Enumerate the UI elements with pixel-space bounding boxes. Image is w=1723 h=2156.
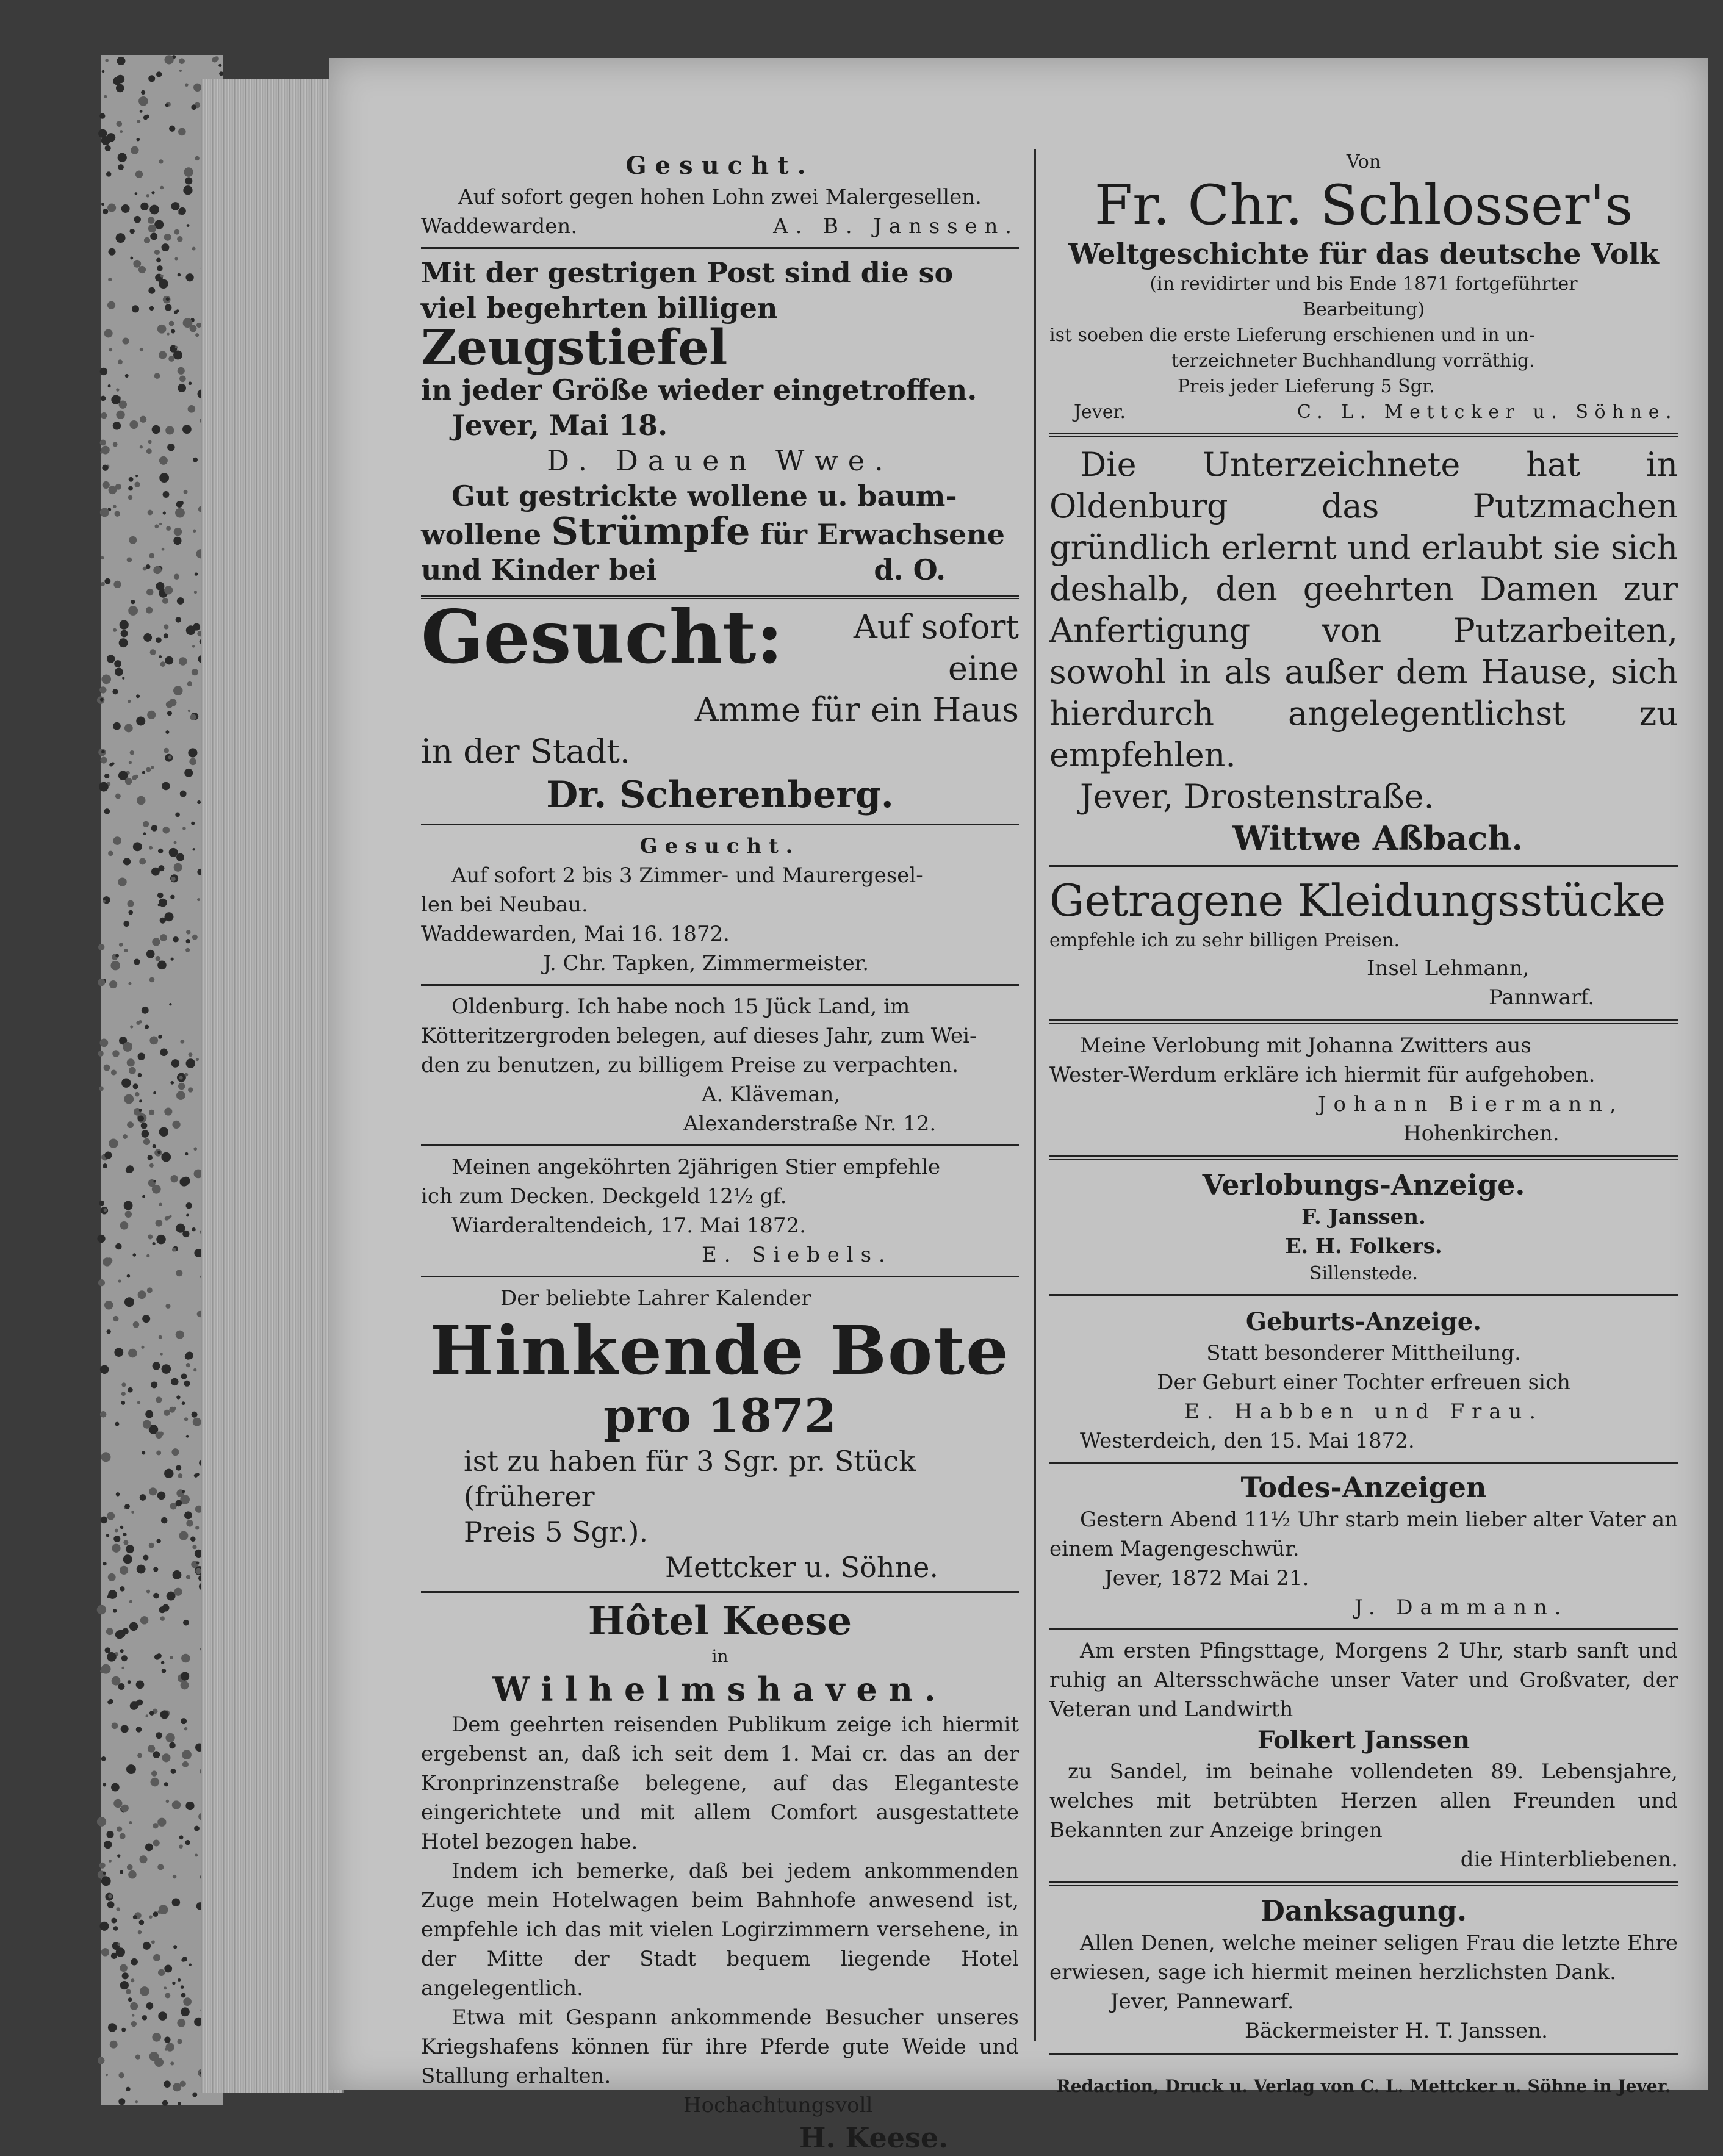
ad-signature: Dr. Scherenberg. [546, 774, 894, 816]
ad-heading: Gesucht. [625, 151, 815, 180]
ad-deceased-name: Folkert Janssen [1257, 1726, 1470, 1755]
divider [1049, 1019, 1678, 1024]
ad-verlobung-aufgehoben [1049, 1031, 1678, 1148]
ad-text: Auf sofort eine [853, 608, 1019, 688]
ad-putzmachen [1049, 444, 1678, 859]
ad-text: wollene [421, 518, 542, 551]
ad-heading: Gesucht. [639, 834, 800, 858]
ad-title: Hôtel Keese [588, 1598, 852, 1644]
ad-text: für Erwachsene [760, 518, 1005, 551]
ad-malergesellen [421, 149, 1019, 241]
divider [421, 595, 1019, 599]
ad-text: terzeichneter Buchhandlung vorräthig. [1171, 350, 1535, 372]
ad-signature: E. Siebels. [702, 1243, 893, 1267]
ad-signature: D. Dauen Wwe. [547, 444, 893, 477]
ad-verlobungs-anzeige [1049, 1167, 1678, 1287]
ad-text: viel begehrten billigen [421, 292, 778, 325]
ad-hotel-keese [421, 1599, 1019, 2155]
ad-subtitle: pro 1872 [603, 1389, 836, 1443]
ad-text: Statt besonderer Mittheilung. [1206, 1341, 1521, 1365]
ad-geburts-anzeige [1049, 1306, 1678, 1456]
ad-signature: Wittwe Aßbach. [1232, 819, 1523, 858]
right-column [1049, 149, 1678, 2096]
divider [421, 1276, 1019, 1277]
divider [1049, 1628, 1678, 1630]
ad-place-date: Jever, 1872 Mai 21. [1104, 1566, 1309, 1590]
ad-signature: Mettcker u. Söhne. [665, 1551, 938, 1584]
ad-text: empfehle ich zu sehr billigen Preisen. [1049, 930, 1400, 951]
ad-schlosser-weltgeschichte [1049, 149, 1678, 425]
ad-title: Todes-Anzeigen [1240, 1471, 1487, 1504]
ad-text: Der Geburt einer Tochter erfreuen sich [1157, 1370, 1570, 1395]
ad-paragraph: Dem geehrten reisenden Publikum zeige ich hiermit ergebenst an, daß ich seit dem 1. Mai cr. das an der Kronprinzenstraße belegene, auf das Eleganteste eingerichtete und mit allem Comfort ausgestattete Hotel bezogen habe. [421, 1712, 1019, 1854]
ad-title: Geburts-Anzeige. [1245, 1307, 1482, 1336]
ad-struempfe [421, 478, 1019, 588]
ad-signature: die Hinterbliebenen. [1460, 1847, 1678, 1872]
ad-text: len bei Neubau. [421, 893, 588, 917]
divider [1049, 1881, 1678, 1886]
ad-place-date: Wiarderaltendeich, 17. Mai 1872. [451, 1213, 807, 1238]
ad-land-verpachten [421, 992, 1019, 1138]
ad-text: Meine Verlobung mit Johanna Zwitters aus [1080, 1033, 1531, 1058]
ad-text: (in revidirter und bis Ende 1871 fortgeführter [1149, 273, 1578, 295]
ad-place-date: Westerdeich, den 15. Mai 1872. [1080, 1429, 1415, 1453]
ad-paragraph: zu Sandel, im beinahe vollendeten 89. Lebensjahre, welches mit betrübten Herzen allen Freunden und Bekannten zur Anzeige bringen [1049, 1759, 1678, 1842]
ad-place: Waddewarden. [421, 214, 578, 239]
ad-text: Meinen angeköhrten 2jährigen Stier empfehle [451, 1155, 941, 1179]
ad-name: E. H. Folkers. [1285, 1234, 1442, 1259]
ad-todes-anzeige-janssen [1049, 1636, 1678, 1874]
divider [421, 247, 1019, 249]
ad-text: den zu benutzen, zu billigem Preise zu verpachten. [421, 1053, 959, 1077]
ad-title: Getragene Kleidungsstücke [1049, 875, 1666, 926]
column-rule [1034, 149, 1036, 2041]
ad-amme [421, 606, 1019, 817]
ad-paragraph: Die Unterzeichnete hat in Oldenburg das Putzmachen gründlich erlernt und erlaubt sie sich deshalb, den geehrten Damen zur Anfertigung von Putzarbeiten, sowohl in als außer dem Hause, sich hierdurch angelegentlichst zu empfehlen. [1049, 445, 1678, 774]
divider [1049, 865, 1678, 867]
ad-emphasis: Zeugstiefel [421, 318, 728, 376]
divider [421, 1144, 1019, 1146]
divider [421, 984, 1019, 986]
ad-text: Von [1346, 151, 1381, 173]
divider [1049, 433, 1678, 437]
ad-signature: d. O. [874, 553, 946, 586]
ad-signature: A. Kläveman, [702, 1082, 841, 1107]
ad-zimmergesellen [421, 832, 1019, 978]
ad-text: Bearbeitung) [1302, 299, 1425, 320]
ad-signature: J. Dammann. [1354, 1595, 1569, 1620]
ad-emphasis: Strümpfe [551, 509, 750, 553]
ad-paragraph: Gestern Abend 11½ Uhr starb mein lieber alter Vater an einem Magengeschwür. [1049, 1507, 1678, 1561]
ad-title: Hinkende Bote [430, 1311, 1010, 1390]
ad-paragraph: Allen Denen, welche meiner seligen Frau die letzte Ehre erwiesen, sage ich hiermit meinen herzlichsten Dank. [1049, 1931, 1678, 1985]
imprint: Redaction, Druck u. Verlag von C. L. Mettcker u. Söhne in Jever. [1056, 2076, 1671, 2096]
ad-paragraph: Am ersten Pfingsttage, Morgens 2 Uhr, starb sanft und ruhig an Altersschwäche unser Vater und Großvater, der Veteran und Landwirth [1049, 1639, 1678, 1722]
ad-todes-anzeige-dammann [1049, 1470, 1678, 1622]
ad-closing: Hochachtungsvoll [683, 2093, 873, 2118]
ad-text: Kötteritzergroden belegen, auf dieses Jahr, zum Wei- [421, 1024, 977, 1048]
newspaper-page [329, 58, 1708, 2154]
divider [421, 824, 1019, 825]
left-column [421, 149, 1019, 2154]
ad-text: Wester-Werdum erkläre ich hiermit für aufgehoben. [1049, 1063, 1595, 1087]
ad-text: in der Stadt. [421, 732, 631, 771]
divider [1049, 2053, 1678, 2057]
divider [1049, 1155, 1678, 1160]
ad-text: ich zum Decken. Deckgeld 12½ gf. [421, 1184, 787, 1209]
ad-text: ist zu haben für 3 Sgr. pr. Stück (früherer [464, 1445, 916, 1513]
ad-title: Verlobungs-Anzeige. [1202, 1168, 1525, 1201]
ad-text: in jeder Größe wieder eingetroffen. [421, 373, 977, 406]
ad-text: Preis 5 Sgr.). [464, 1515, 649, 1548]
ad-place: Jever, Pannewarf. [1110, 1989, 1294, 2014]
ad-name: F. Janssen. [1301, 1205, 1426, 1229]
ad-address: Alexanderstraße Nr. 12. [683, 1112, 937, 1136]
page-stack-edge [201, 79, 344, 2093]
ad-place: Jever. [1074, 401, 1126, 423]
ad-text: Gut gestrickte wollene u. baum- [451, 480, 957, 512]
ad-signature: H. Keese. [799, 2121, 949, 2154]
ad-place-date: Waddewarden, Mai 16. 1872. [421, 922, 730, 946]
ad-kalender [421, 1284, 1019, 1585]
ad-names: E. Habben und Frau. [1184, 1400, 1543, 1424]
ad-place-date: Jever, Mai 18. [451, 409, 668, 442]
ad-text: Oldenburg. Ich habe noch 15 Jück Land, im [451, 994, 910, 1019]
ad-signature: A. B. Janssen. [773, 214, 1019, 239]
columns [421, 149, 1678, 2154]
ad-zeugstiefel [421, 255, 1019, 478]
ad-paragraph: Indem ich bemerke, daß bei jedem ankommenden Zuge mein Hotelwagen beim Bahnhofe anwesend ist, empfehle ich das mit vielen Logirzimmern versehene, in der Mitte der Stadt bequem liegende Hotel angelegentlich. [421, 1859, 1019, 2000]
ad-signature: J. Chr. Tapken, Zimmermeister. [543, 951, 869, 976]
ad-subtitle: Wilhelmshaven. [492, 1670, 948, 1709]
ad-text: ist soeben die erste Lieferung erschienen und in un- [1049, 325, 1535, 346]
ad-signature: Bäckermeister H. T. Janssen. [1245, 2019, 1548, 2043]
ad-place: Pannwarf. [1489, 985, 1595, 1010]
ad-signature: Johann Biermann, [1318, 1092, 1624, 1116]
ad-kleidungsstuecke [1049, 873, 1678, 1012]
ad-paragraph: Etwa mit Gespann ankommende Besucher unseres Kriegshafens können für ihre Pferde gute Weide und Stallung erhalten. [421, 2005, 1019, 2088]
divider [421, 1591, 1019, 1593]
ad-subtitle: Weltgeschichte für das deutsche Volk [1068, 237, 1659, 270]
ad-danksagung [1049, 1893, 1678, 2046]
divider [1049, 1294, 1678, 1298]
ad-title: Fr. Chr. Schlosser's [1094, 173, 1633, 237]
ad-place: Sillenstede. [1309, 1263, 1419, 1284]
ad-signature: C. L. Mettcker u. Söhne. [1297, 401, 1678, 423]
ad-place: Jever, Drostenstraße. [1080, 777, 1434, 816]
ad-stier [421, 1152, 1019, 1270]
ad-big-heading: Gesucht: [421, 606, 783, 680]
ad-text: Der beliebte Lahrer Kalender [500, 1286, 811, 1310]
ad-signature: Insel Lehmann, [1367, 956, 1530, 980]
divider [1049, 1462, 1678, 1464]
ad-text: Amme für ein Haus [694, 691, 1019, 729]
ad-title: Danksagung. [1261, 1894, 1467, 1927]
ad-text: und Kinder bei [421, 553, 657, 586]
ad-price: Preis jeder Lieferung 5 Sgr. [1178, 376, 1435, 397]
ad-text: in [711, 1646, 728, 1666]
ad-place: Hohenkirchen. [1403, 1121, 1559, 1146]
ad-text: Auf sofort 2 bis 3 Zimmer- und Maurergesel- [451, 863, 923, 888]
ad-text: Auf sofort gegen hohen Lohn zwei Malergesellen. [458, 185, 982, 209]
ad-text: Mit der gestrigen Post sind die so [421, 256, 954, 289]
